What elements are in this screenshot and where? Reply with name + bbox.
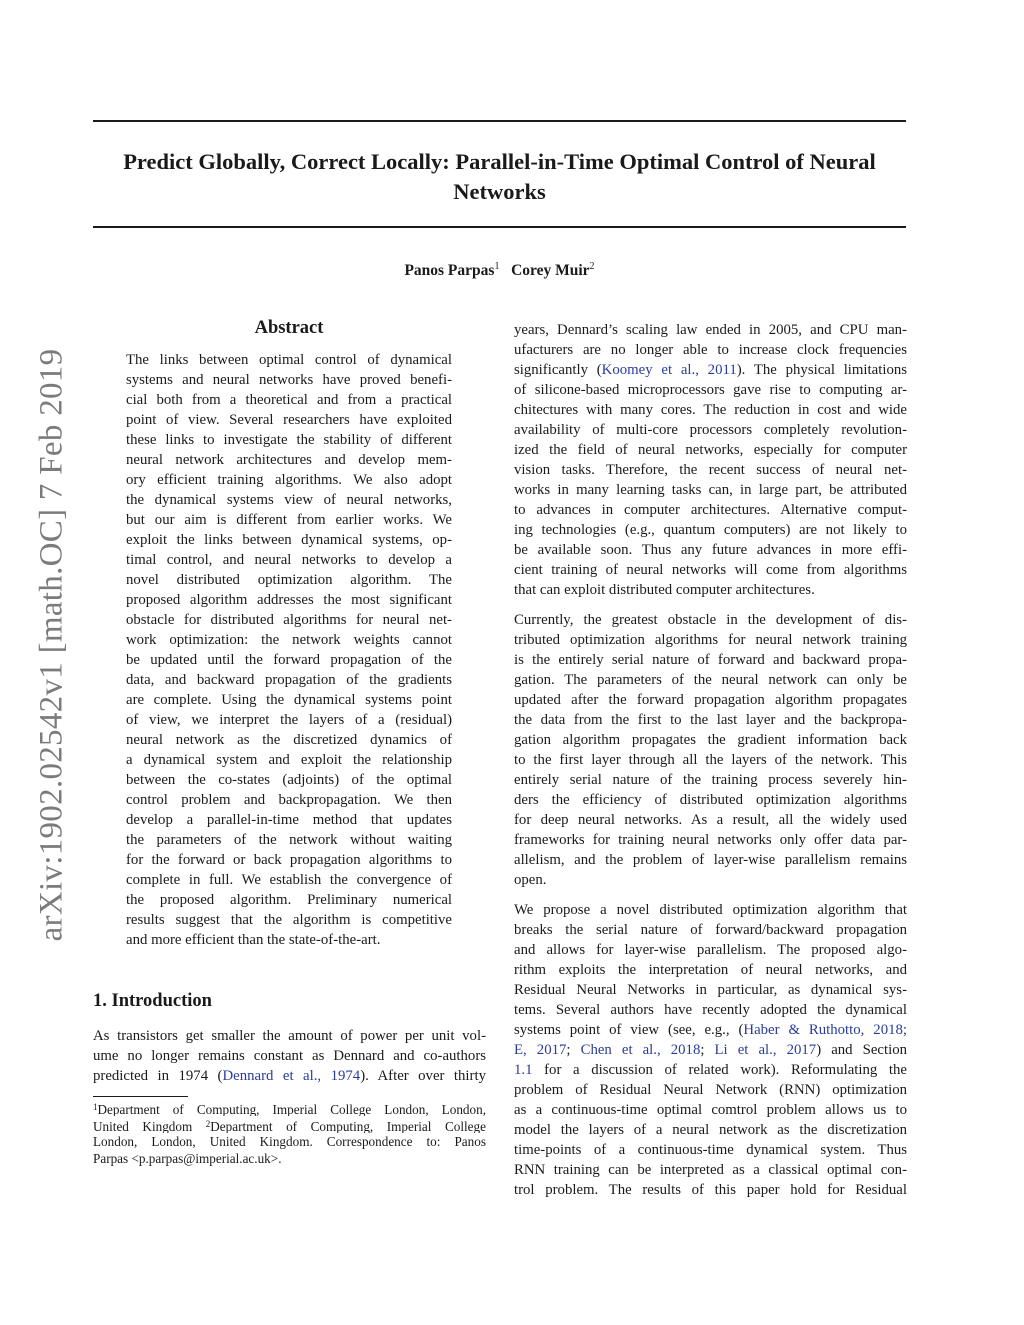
text-line: data, and backward propagation of the gradients bbox=[126, 672, 452, 688]
intro-line: ume no longer remains constant as Dennard and co-authors bbox=[93, 1048, 486, 1064]
text-line: updated after the forward propagation algorithm propagates bbox=[514, 692, 907, 708]
text-line: proposed algorithm addresses the most significant bbox=[126, 592, 452, 608]
text-line: results suggest that the algorithm is competitive bbox=[126, 912, 452, 928]
text-line: The links between optimal control of dynamical bbox=[126, 352, 452, 368]
author-list bbox=[93, 261, 906, 280]
footnote-line: Parpas <p.parpas@imperial.ac.uk>. bbox=[93, 1151, 282, 1166]
section-ref-link[interactable]: 1.1 bbox=[514, 1062, 533, 1078]
affiliation-mark: 1 bbox=[494, 261, 500, 272]
text-line: tributed optimization algorithms for neural network training bbox=[514, 632, 907, 648]
author-name: Panos Parpas bbox=[404, 262, 495, 279]
text-line: cial both from a theoretical and from a practical bbox=[126, 392, 452, 408]
text-line: frameworks for training neural networks only offer data par- bbox=[514, 832, 907, 848]
text-line: timal control, and neural networks to develop a bbox=[126, 552, 452, 568]
text-line: the proposed algorithm. Preliminary numerical bbox=[126, 892, 452, 908]
text-line: ders the efficiency of distributed optimization algorithms bbox=[514, 792, 907, 808]
text-line: for the forward or back propagation algorithms to bbox=[126, 852, 452, 868]
intro-line: As transistors get smaller the amount of power per unit vol- bbox=[93, 1028, 486, 1044]
text-line: open. bbox=[514, 872, 547, 888]
right-column-paragraph-3: We propose a novel distributed optimization algorithm that breaks the serial nature of forward/backward propagation and allows for layer-wise parallelism. The proposed algo- rithm exploits the interpretation of neural networks, and Residual Neural Networks in particular, as dynamical sys- tems. Several authors have recently adopted the dynamical systems point of view (see, e.g., (Haber & Ruthotto, 2018; E, 2017; Chen et al., 2018; Li et al., 2017) and Section 1.1 for a discussion of related work). Reformulating the problem of Residual Neural Network (RNN) optimization as a continuous-time optimal comtrol problem allows us to model the layers of a neural network as the discretization time-points of a continuous-time dynamical system. Thus RNN training can be interpreted as a classical optimal con- trol problem. The results of this paper hold for Residual bbox=[514, 902, 907, 1198]
citation-link[interactable]: Li et al., 2017 bbox=[714, 1042, 817, 1058]
text-line: and more efficient than the state-of-the-art. bbox=[126, 932, 381, 948]
text-line: be updated until the forward propagation of the bbox=[126, 652, 452, 668]
introduction-heading: 1. Introduction bbox=[93, 991, 212, 1011]
text-line: work optimization: the network weights cannot bbox=[126, 632, 452, 648]
text-line: are complete. Using the dynamical systems point bbox=[126, 692, 452, 708]
right-column-paragraph-1: years, Dennard’s scaling law ended in 2005, and CPU man- ufacturers are no longer able to increase clock frequencies significantly (Koomey et al., 2011). The physical limitations of silicone-based microprocessors gave rise to computing ar- chitectures with many cores. The reduction in cost and wide availability of multi-core processors completely revolution- ized the field of neural networks, especially for computer vision tasks. Therefore, the recent success of neural net- works in many learning tasks can, in large part, be attributed to advances in computer architectures. Alternative comput- ing technologies (e.g., quantum computers) are not likely to be available soon. Thus any future advances in more effi- cient training of neural networks will come from algorithms that can exploit distributed computer architectures. bbox=[514, 322, 907, 598]
text-line: allelism, and the problem of layer-wise parallelism remains bbox=[514, 852, 907, 868]
text-line: the parameters of the network without waiting bbox=[126, 832, 452, 848]
text-line: complete in full. We establish the convergence of bbox=[126, 872, 452, 888]
footnotes bbox=[93, 1099, 486, 1167]
text-line: between the co-states (adjoints) of the optimal bbox=[126, 772, 452, 788]
text-line: gation. The parameters of the neural network can only be bbox=[514, 672, 907, 688]
text-line: the data from the first to the last layer and the backpropa- bbox=[514, 712, 907, 728]
text-line: control problem and backpropagation. We then bbox=[126, 792, 452, 808]
text-line: develop a parallel-in-time method that updates bbox=[126, 812, 452, 828]
abstract-body bbox=[126, 350, 452, 950]
title-line-1: Predict Globally, Correct Locally: Parallel-in-Time Optimal Control of Neural bbox=[123, 149, 876, 174]
introduction-paragraph bbox=[93, 1026, 486, 1086]
bottom-rule bbox=[93, 226, 906, 228]
text-line: for deep neural networks. As a result, all the widely used bbox=[514, 812, 907, 828]
text-line: a dynamical system and exploit the relationship bbox=[126, 752, 452, 768]
title-line-2: Networks bbox=[453, 179, 546, 204]
text-line: ory efficient training algorithms. We also adopt bbox=[126, 472, 452, 488]
citation-link[interactable]: E, 2017 bbox=[514, 1042, 567, 1058]
footnote-rule bbox=[93, 1096, 188, 1097]
citation-link[interactable]: Koomey et al., 2011 bbox=[601, 362, 737, 378]
text-line: gation algorithm propagates the gradient information back bbox=[514, 732, 907, 748]
text-line: systems and neural networks have proved benefi- bbox=[126, 372, 452, 388]
author-name: Corey Muir bbox=[511, 262, 590, 279]
footnote-line: London, London, United Kingdom. Correspondence to: Panos bbox=[93, 1134, 486, 1149]
arxiv-stamp: arXiv:1902.02542v1 [math.OC] 7 Feb 2019 bbox=[33, 348, 70, 942]
footnote-line: United Kingdom $^2$Department of Computing, Imperial College bbox=[93, 1119, 486, 1133]
citation-link[interactable]: Haber & Ruthotto, 2018 bbox=[743, 1022, 903, 1038]
text-line: neural network architectures and develop mem- bbox=[126, 452, 452, 468]
text-line: novel distributed optimization algorithm. The bbox=[126, 572, 452, 588]
text-line: neural network as the discretized dynamics of bbox=[126, 732, 452, 748]
citation-link[interactable]: Dennard et al., 1974 bbox=[222, 1068, 361, 1084]
citation-link[interactable]: Chen et al., 2018 bbox=[580, 1042, 701, 1058]
text-line: is the entirely serial nature of forward and backward propa- bbox=[514, 652, 907, 668]
abstract-heading: Abstract bbox=[254, 318, 324, 338]
text-line: obstacle for distributed algorithms for neural net- bbox=[126, 612, 452, 628]
text-line: entirely serial nature of the training process severely hin- bbox=[514, 772, 907, 788]
text-line: Currently, the greatest obstacle in the development of dis- bbox=[514, 612, 907, 628]
text-line: the dynamical systems view of neural networks, bbox=[126, 492, 452, 508]
right-column-paragraph-2 bbox=[514, 610, 907, 890]
text-line: to the first layer through all the layers of the network. This bbox=[514, 752, 907, 768]
text-line: exploit the links between dynamical systems, op- bbox=[126, 532, 452, 548]
footnote-line: $^1$Department of Computing, Imperial College London, London, bbox=[93, 1102, 486, 1116]
text-line: these links to investigate the stability of different bbox=[126, 432, 452, 448]
paper-title bbox=[93, 147, 906, 207]
text-line: point of view. Several researchers have exploited bbox=[126, 412, 452, 428]
text-line: but our aim is different from earlier works. We bbox=[126, 512, 452, 528]
affiliation-mark: 2 bbox=[589, 261, 595, 272]
intro-line: predicted in 1974 (Dennard et al., 1974). After over thirty bbox=[93, 1068, 486, 1084]
top-rule bbox=[93, 120, 906, 122]
text-line: of view, we interpret the layers of a (residual) bbox=[126, 712, 452, 728]
